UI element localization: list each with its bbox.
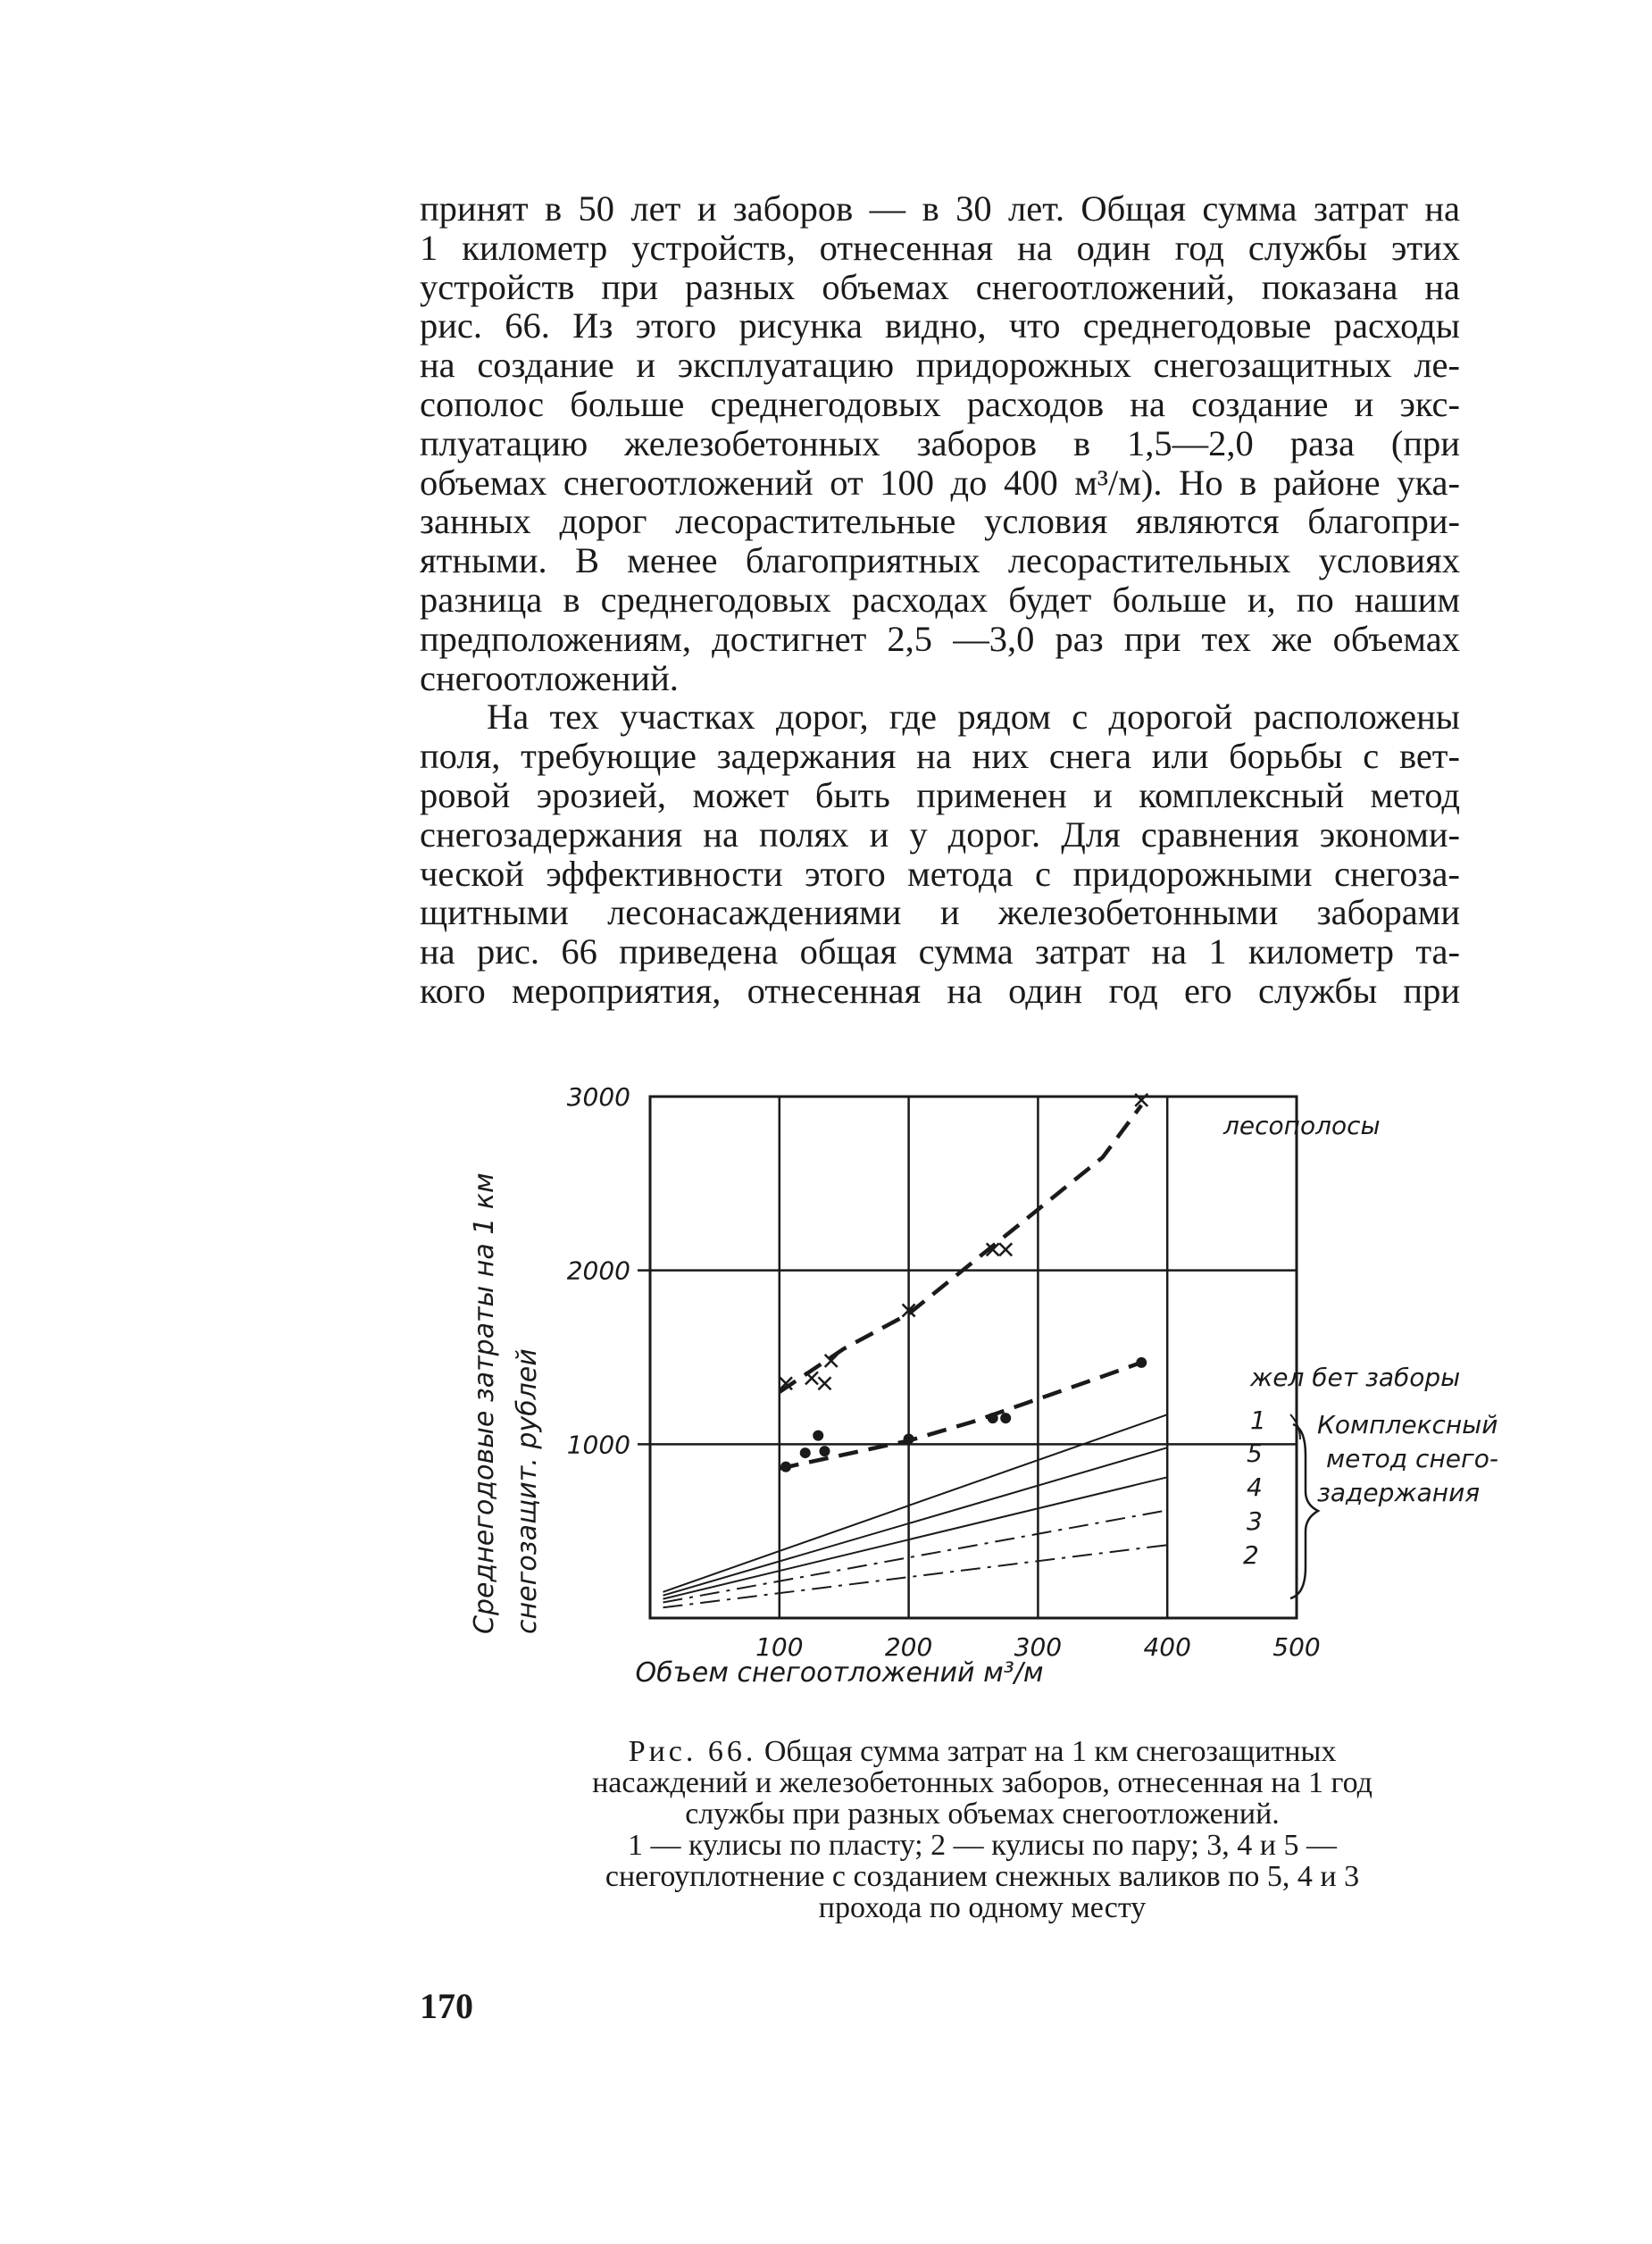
x-tick-label: 200 bbox=[884, 1632, 933, 1662]
series-label-concrete-fences: жел бет заборы bbox=[1250, 1363, 1461, 1392]
text-line: на создание и эксплуатацию придорожных снегозащитных ле- bbox=[420, 345, 1460, 386]
data-point-x-marker bbox=[999, 1243, 1012, 1255]
text-line: объемах снегоотложений от 100 до 400 м³/м). Но в районе ука- bbox=[420, 462, 1460, 503]
data-point-x-marker bbox=[818, 1377, 830, 1389]
text-line: 1 километр устройств, отнесенная на один год службы этих bbox=[420, 227, 1460, 268]
series-line-3 bbox=[663, 1414, 1168, 1592]
data-point-dot bbox=[1000, 1413, 1011, 1423]
x-tick-label: 100 bbox=[755, 1632, 804, 1662]
x-tick-label: 500 bbox=[1272, 1632, 1321, 1662]
text-line: На тех участках дорог, где рядом с дорогой расположены bbox=[487, 697, 1460, 738]
text-line: снегозадержания на полях и у дорог. Для сравнения экономи- bbox=[420, 813, 1460, 855]
curve-number-2: 2 bbox=[1243, 1540, 1259, 1570]
text-line: ятными. В менее благоприятных лесорастительных условиях bbox=[420, 540, 1460, 581]
y-tick-label: 3000 bbox=[566, 1082, 630, 1112]
caption-line-5: снегоуплотнение с созданием снежных валиков по 5, 4 и 3 bbox=[605, 1860, 1360, 1893]
text-line: ческой эффективности этого метода с придорожными снегоза- bbox=[420, 853, 1460, 894]
body-text bbox=[420, 189, 1460, 1011]
complex-method-label-3: задержания bbox=[1317, 1478, 1481, 1507]
x-tick-label: 400 bbox=[1143, 1632, 1191, 1662]
caption-line-2: насаждений и железобетонных заборов, отнесенная на 1 год bbox=[592, 1766, 1372, 1799]
text-line: плуатацию железобетонных заборов в 1,5—2,0 раза (при bbox=[420, 422, 1460, 463]
y-axis-label-2: снегозащит. рублей bbox=[512, 1348, 543, 1634]
caption-line-4: 1 — кулисы по пласту; 2 — кулисы по пару; 3, 4 и 5 — bbox=[628, 1829, 1337, 1862]
plot-frame bbox=[650, 1097, 1297, 1618]
caption-line-3: службы при разных объемах снегоотложений. bbox=[685, 1798, 1280, 1831]
page-number: 170 bbox=[420, 1986, 473, 2026]
curve-number-3: 3 bbox=[1247, 1506, 1263, 1536]
text-line: устройств при разных объемах снегоотложений, показана на bbox=[420, 266, 1460, 307]
text-line: ровой эрозией, может быть применен и комплексный метод bbox=[420, 774, 1460, 815]
data-point-x-marker bbox=[805, 1372, 818, 1384]
x-tick-label: 300 bbox=[1014, 1632, 1063, 1662]
chart bbox=[446, 1072, 1498, 1697]
series-line-5 bbox=[663, 1477, 1168, 1598]
series-line-7 bbox=[663, 1545, 1168, 1607]
y-tick-label: 2000 bbox=[566, 1255, 630, 1286]
series-line-6 bbox=[663, 1510, 1168, 1602]
caption-lead: Рис. 66. bbox=[628, 1735, 757, 1768]
complex-method-label-2: метод снего- bbox=[1326, 1444, 1498, 1473]
series-line-1 bbox=[780, 1105, 1141, 1392]
y-axis-label: Среднегодовые затраты на 1 км bbox=[469, 1172, 500, 1634]
curve-number-5: 5 bbox=[1247, 1439, 1263, 1468]
curve-number-4: 4 bbox=[1247, 1472, 1263, 1502]
data-point-dot bbox=[800, 1447, 811, 1458]
text-line: щитными лесонасаждениями и железобетонными заборами bbox=[420, 892, 1460, 933]
text-line: снегоотложений. bbox=[420, 657, 679, 698]
text-line: принят в 50 лет и заборов — в 30 лет. Общая сумма затрат на bbox=[420, 188, 1460, 229]
series-label-forest-belts: лесополосы bbox=[1223, 1111, 1381, 1140]
y-tick-label: 1000 bbox=[566, 1430, 630, 1460]
data-point-dot bbox=[988, 1413, 998, 1423]
paragraph-2 bbox=[420, 697, 1460, 1010]
caption-line-6: прохода по одному месту bbox=[818, 1891, 1147, 1924]
data-point-dot bbox=[780, 1462, 791, 1472]
text-line: предположениям, достигнет 2,5 —3,0 раз при тех же объемах bbox=[420, 618, 1460, 659]
text-line: сополос больше среднегодовых расходов на создание и экс- bbox=[420, 383, 1460, 424]
text-line: разница в среднегодовых расходах будет больше и, по нашим bbox=[420, 579, 1460, 620]
complex-method-brace bbox=[1290, 1424, 1318, 1598]
text-line: на рис. 66 приведена общая сумма затрат на 1 километр та- bbox=[420, 931, 1460, 972]
text-line: кого мероприятия, отнесенная на один год его службы при bbox=[420, 970, 1460, 1011]
curve-number-1: 1 bbox=[1250, 1406, 1266, 1435]
series-line-2 bbox=[780, 1363, 1141, 1469]
x-axis-label: Объем снегоотложений м³/м bbox=[635, 1657, 1044, 1689]
text-line: поля, требующие задержания на них снега или борьбы с вет- bbox=[420, 736, 1460, 777]
paragraph-1 bbox=[420, 189, 1460, 697]
complex-method-label-1: Комплексный bbox=[1317, 1410, 1498, 1439]
caption-line-1: Рис. 66. Общая сумма затрат на 1 км снегозащитных bbox=[628, 1735, 1337, 1768]
text-line: занных дорог лесорастительные условия являются благопри- bbox=[420, 501, 1460, 542]
data-point-dot bbox=[1136, 1357, 1147, 1368]
figure-caption bbox=[446, 1736, 1518, 1923]
data-point-dot bbox=[813, 1431, 823, 1441]
data-point-dot bbox=[904, 1433, 914, 1444]
text-line: рис. 66. Из этого рисунка видно, что среднегодовые расходы bbox=[420, 305, 1460, 346]
data-point-dot bbox=[819, 1446, 830, 1456]
series-line-4 bbox=[663, 1447, 1168, 1596]
figure-66 bbox=[446, 1072, 1498, 1697]
